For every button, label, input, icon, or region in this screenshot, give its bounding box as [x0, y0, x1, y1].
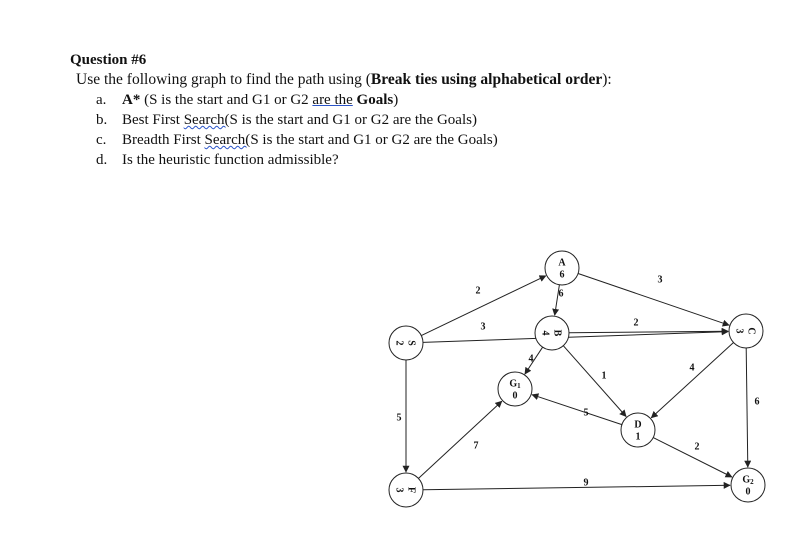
node-label-C: C [745, 327, 757, 335]
edge-B-D [563, 346, 626, 417]
node-heuristic-F: 3 [393, 487, 405, 493]
edge-C-D [651, 343, 733, 418]
instruction-bold: Break ties using alphabetical order [370, 71, 603, 88]
edge-D-G1 [532, 395, 622, 425]
node-F [389, 473, 423, 507]
node-label-G2: $G_2$ [742, 474, 754, 486]
item-underlined: Search( [183, 112, 230, 128]
item-letter: c. [96, 132, 107, 148]
item-text-after: S is the start and G1 or G2 are the Goals) [250, 132, 498, 148]
node-heuristic-D: 1 [635, 431, 641, 443]
edge-cost-D-G2: 2 [694, 441, 700, 453]
item-text-after: S is the start and G1 or G2 are the Goals) [229, 112, 477, 128]
edge-cost-A-C: 3 [657, 274, 663, 286]
node-G2 [731, 468, 765, 502]
node-label-S: S [405, 340, 417, 346]
edge-cost-S-A: 2 [475, 285, 481, 297]
instruction-suffix: ): [602, 71, 612, 88]
edge-cost-B-G1: 4 [528, 353, 534, 365]
node-S [389, 326, 423, 360]
edge-cost-B-C: 2 [633, 317, 639, 329]
node-label-D: D [634, 419, 642, 431]
edge-cost-C-G2: 6 [754, 396, 760, 408]
cost-label-layer [397, 274, 760, 488]
item-letter: a. [96, 92, 107, 108]
edge-cost-F-G2: 9 [583, 477, 589, 489]
node-layer [389, 251, 765, 507]
item-underlined: are the [312, 92, 353, 108]
node-heuristic-S: 2 [393, 340, 405, 346]
item-text-after: ) [393, 92, 399, 108]
item-bold-tail: Goals [352, 92, 394, 108]
node-heuristic-A: 6 [559, 269, 565, 281]
item-underlined: Search( [204, 132, 251, 148]
node-heuristic-C: 3 [733, 328, 745, 334]
node-B [535, 316, 569, 350]
edge-F-G1 [419, 401, 502, 478]
edge-cost-A-B: 6 [558, 288, 564, 300]
edge-cost-S-F: 5 [396, 412, 402, 424]
question-title: Question #6 [70, 52, 147, 68]
edge-A-C [578, 274, 729, 329]
node-label-G1: $G_1$ [509, 378, 521, 390]
node-C [729, 314, 763, 348]
instruction-prefix: Use the following graph to find the path using ( [76, 71, 371, 88]
edge-D-G2 [653, 438, 732, 477]
node-D [621, 413, 655, 447]
edge-cost-S-C: 3 [480, 321, 486, 333]
item-text: Is the heuristic function admissible? [122, 152, 339, 168]
edge-cost-C-D: 4 [689, 362, 695, 374]
edge-layer [406, 274, 748, 490]
edge-cost-B-D: 1 [601, 370, 607, 382]
item-letter: d. [96, 152, 108, 168]
edge-F-G2 [423, 485, 730, 490]
item-text-before: (S is the start and G1 or G2 [140, 92, 313, 108]
node-heuristic-G1: 0 [512, 390, 518, 402]
edge-cost-F-G1: 7 [473, 440, 479, 452]
node-label-B: B [551, 329, 563, 337]
node-label-A: A [558, 257, 566, 269]
edge-C-G2 [746, 348, 748, 467]
item-letter: b. [96, 112, 108, 128]
node-A [545, 251, 579, 285]
item-lead: Best First [122, 112, 184, 128]
node-heuristic-B: 4 [539, 330, 551, 336]
item-lead: A* [122, 92, 141, 108]
node-heuristic-G2: 0 [745, 486, 751, 498]
node-G1 [498, 372, 532, 406]
node-label-F: F [405, 486, 417, 494]
edge-cost-D-G1: 5 [583, 407, 589, 419]
item-lead: Breadth First [122, 132, 205, 148]
